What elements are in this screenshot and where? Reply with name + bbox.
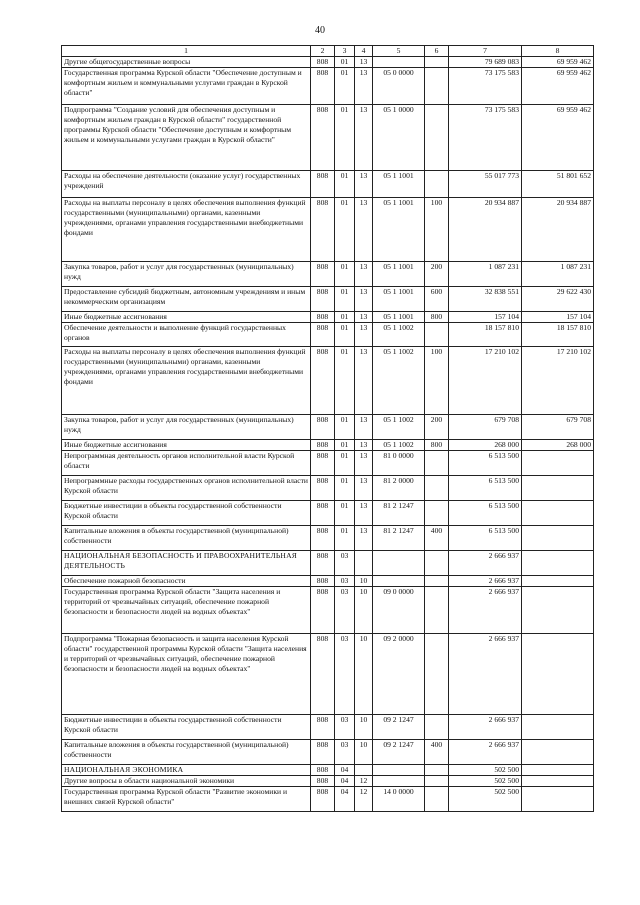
row-ved-cell: 808 bbox=[311, 57, 335, 68]
row-sum1-cell: 157 104 bbox=[449, 312, 522, 323]
row-ved-cell: 808 bbox=[311, 476, 335, 501]
table-row bbox=[62, 171, 594, 198]
row-rz-cell: 01 bbox=[335, 476, 355, 501]
row-name-cell: Капитальные вложения в объекты государственной (муниципальной) собственности bbox=[62, 526, 311, 551]
row-rz-cell: 01 bbox=[335, 501, 355, 526]
row-pr-cell: 13 bbox=[355, 347, 373, 415]
header-cell: 7 bbox=[449, 46, 522, 57]
table-row bbox=[62, 715, 594, 740]
table-row bbox=[62, 105, 594, 171]
row-vr-cell bbox=[425, 476, 449, 501]
table-row bbox=[62, 587, 594, 634]
row-vr-cell bbox=[425, 501, 449, 526]
row-sum2-cell: 51 801 652 bbox=[522, 171, 594, 198]
row-name-cell: Обеспечение пожарной безопасности bbox=[62, 576, 311, 587]
row-sum2-cell bbox=[522, 451, 594, 476]
row-vr-cell bbox=[425, 323, 449, 347]
row-name-cell: Непрограммные расходы государственных органов исполнительной власти Курской области bbox=[62, 476, 311, 501]
row-sum1-cell: 17 210 102 bbox=[449, 347, 522, 415]
row-sum1-cell: 6 513 500 bbox=[449, 501, 522, 526]
row-rz-cell: 01 bbox=[335, 198, 355, 262]
row-name-cell: Предоставление субсидий бюджетным, автономным учреждениям и иным некоммерческим организациям bbox=[62, 287, 311, 312]
row-sum1-cell: 268 000 bbox=[449, 440, 522, 451]
row-ved-cell: 808 bbox=[311, 634, 335, 715]
row-sum2-cell bbox=[522, 576, 594, 587]
row-vr-cell: 400 bbox=[425, 526, 449, 551]
row-csr-cell: 14 0 0000 bbox=[373, 787, 425, 812]
row-csr-cell: 81 2 1247 bbox=[373, 526, 425, 551]
row-vr-cell: 100 bbox=[425, 198, 449, 262]
table-row bbox=[62, 551, 594, 576]
row-rz-cell: 01 bbox=[335, 262, 355, 287]
row-name-cell: Закупка товаров, работ и услуг для государственных (муниципальных) нужд bbox=[62, 262, 311, 287]
row-ved-cell: 808 bbox=[311, 198, 335, 262]
row-sum1-cell: 2 666 937 bbox=[449, 576, 522, 587]
row-pr-cell: 13 bbox=[355, 415, 373, 440]
row-pr-cell: 10 bbox=[355, 587, 373, 634]
row-sum1-cell: 679 708 bbox=[449, 415, 522, 440]
row-name-cell: Другие общегосударственные вопросы bbox=[62, 57, 311, 68]
table-row bbox=[62, 576, 594, 587]
row-sum2-cell: 69 959 462 bbox=[522, 105, 594, 171]
row-pr-cell: 13 bbox=[355, 323, 373, 347]
row-vr-cell bbox=[425, 105, 449, 171]
row-csr-cell: 81 2 1247 bbox=[373, 501, 425, 526]
row-sum2-cell: 29 622 430 bbox=[522, 287, 594, 312]
row-sum1-cell: 502 500 bbox=[449, 776, 522, 787]
row-name-cell: Непрограммная деятельность органов исполнительной власти Курской области bbox=[62, 451, 311, 476]
row-sum1-cell: 18 157 810 bbox=[449, 323, 522, 347]
row-rz-cell: 03 bbox=[335, 551, 355, 576]
row-sum2-cell: 1 087 231 bbox=[522, 262, 594, 287]
row-sum1-cell: 6 513 500 bbox=[449, 526, 522, 551]
row-sum2-cell bbox=[522, 765, 594, 776]
row-name-cell: Государственная программа Курской области "Обеспечение доступным и комфортным жильем и коммунальными услугами граждан в Курской области" bbox=[62, 68, 311, 105]
row-vr-cell bbox=[425, 715, 449, 740]
row-rz-cell: 01 bbox=[335, 415, 355, 440]
row-sum1-cell: 2 666 937 bbox=[449, 634, 522, 715]
row-ved-cell: 808 bbox=[311, 787, 335, 812]
row-csr-cell: 09 2 1247 bbox=[373, 740, 425, 765]
row-rz-cell: 01 bbox=[335, 323, 355, 347]
row-sum2-cell: 679 708 bbox=[522, 415, 594, 440]
row-pr-cell: 12 bbox=[355, 776, 373, 787]
row-sum1-cell: 32 838 551 bbox=[449, 287, 522, 312]
row-sum1-cell: 502 500 bbox=[449, 765, 522, 776]
row-name-cell: Подпрограмма "Создание условий для обеспечения доступным и комфортным жильем граждан в Курской области" государственной программы Курской области "Обеспечение доступным и комфортным жильем и коммунальными услугами граждан в Курской области" bbox=[62, 105, 311, 171]
table-row bbox=[62, 262, 594, 287]
row-csr-cell: 05 1 1001 bbox=[373, 198, 425, 262]
row-sum2-cell bbox=[522, 634, 594, 715]
table-row bbox=[62, 765, 594, 776]
row-csr-cell: 05 1 1002 bbox=[373, 415, 425, 440]
row-sum2-cell: 20 934 887 bbox=[522, 198, 594, 262]
row-rz-cell: 01 bbox=[335, 105, 355, 171]
row-rz-cell: 03 bbox=[335, 587, 355, 634]
row-pr-cell bbox=[355, 551, 373, 576]
row-sum2-cell: 69 959 462 bbox=[522, 68, 594, 105]
table-row bbox=[62, 198, 594, 262]
row-rz-cell: 01 bbox=[335, 347, 355, 415]
row-pr-cell bbox=[355, 765, 373, 776]
table-row bbox=[62, 526, 594, 551]
row-csr-cell: 05 0 0000 bbox=[373, 68, 425, 105]
row-pr-cell: 13 bbox=[355, 451, 373, 476]
row-sum1-cell: 2 666 937 bbox=[449, 551, 522, 576]
row-ved-cell: 808 bbox=[311, 287, 335, 312]
row-vr-cell bbox=[425, 776, 449, 787]
row-rz-cell: 03 bbox=[335, 740, 355, 765]
row-sum2-cell bbox=[522, 740, 594, 765]
row-name-cell: Обеспечение деятельности и выполнение функций государственных органов bbox=[62, 323, 311, 347]
row-sum2-cell: 17 210 102 bbox=[522, 347, 594, 415]
row-sum2-cell bbox=[522, 776, 594, 787]
table-row bbox=[62, 501, 594, 526]
row-vr-cell bbox=[425, 765, 449, 776]
row-pr-cell: 13 bbox=[355, 171, 373, 198]
row-name-cell: Расходы на обеспечение деятельности (оказание услуг) государственных учреждений bbox=[62, 171, 311, 198]
header-cell: 5 bbox=[373, 46, 425, 57]
row-pr-cell: 10 bbox=[355, 740, 373, 765]
row-csr-cell: 81 2 0000 bbox=[373, 476, 425, 501]
table-row bbox=[62, 287, 594, 312]
row-name-cell: Подпрограмма "Пожарная безопасность и защита населения Курской области" государственной программы Курской области "Защита населения и территорий от чрезвычайных ситуаций, обеспечение пожарной безопасности и безопасности людей на водных объектах" bbox=[62, 634, 311, 715]
row-sum1-cell: 2 666 937 bbox=[449, 740, 522, 765]
table-header-row bbox=[62, 46, 594, 57]
row-vr-cell bbox=[425, 57, 449, 68]
row-csr-cell: 05 1 1002 bbox=[373, 323, 425, 347]
row-csr-cell bbox=[373, 57, 425, 68]
row-csr-cell: 05 1 1001 bbox=[373, 171, 425, 198]
row-vr-cell: 400 bbox=[425, 740, 449, 765]
row-pr-cell: 13 bbox=[355, 476, 373, 501]
row-vr-cell: 800 bbox=[425, 440, 449, 451]
table-row bbox=[62, 440, 594, 451]
row-vr-cell: 200 bbox=[425, 415, 449, 440]
row-csr-cell: 05 1 1001 bbox=[373, 312, 425, 323]
row-vr-cell: 100 bbox=[425, 347, 449, 415]
row-csr-cell bbox=[373, 765, 425, 776]
header-cell: 3 bbox=[335, 46, 355, 57]
table-row bbox=[62, 312, 594, 323]
row-sum2-cell bbox=[522, 476, 594, 501]
row-name-cell: Иные бюджетные ассигнования bbox=[62, 312, 311, 323]
row-name-cell: Бюджетные инвестиции в объекты государственной собственности Курской области bbox=[62, 715, 311, 740]
row-pr-cell: 12 bbox=[355, 787, 373, 812]
row-csr-cell: 05 1 1001 bbox=[373, 287, 425, 312]
row-name-cell: Расходы на выплаты персоналу в целях обеспечения выполнения функций государственными (муниципальными) органами, казенными учреждениями, органами управления государственными внебюджетными фондами bbox=[62, 198, 311, 262]
row-pr-cell: 13 bbox=[355, 68, 373, 105]
row-ved-cell: 808 bbox=[311, 323, 335, 347]
header-cell: 6 bbox=[425, 46, 449, 57]
row-ved-cell: 808 bbox=[311, 740, 335, 765]
row-rz-cell: 04 bbox=[335, 765, 355, 776]
row-ved-cell: 808 bbox=[311, 587, 335, 634]
row-pr-cell: 10 bbox=[355, 576, 373, 587]
row-pr-cell: 13 bbox=[355, 57, 373, 68]
table-row bbox=[62, 68, 594, 105]
row-rz-cell: 01 bbox=[335, 68, 355, 105]
row-pr-cell: 13 bbox=[355, 198, 373, 262]
row-name-cell: НАЦИОНАЛЬНАЯ ЭКОНОМИКА bbox=[62, 765, 311, 776]
row-csr-cell: 09 2 1247 bbox=[373, 715, 425, 740]
row-sum1-cell: 2 666 937 bbox=[449, 587, 522, 634]
row-sum1-cell: 55 017 773 bbox=[449, 171, 522, 198]
row-ved-cell: 808 bbox=[311, 312, 335, 323]
row-vr-cell bbox=[425, 551, 449, 576]
row-vr-cell bbox=[425, 576, 449, 587]
row-rz-cell: 03 bbox=[335, 634, 355, 715]
row-vr-cell bbox=[425, 634, 449, 715]
table-row bbox=[62, 740, 594, 765]
row-csr-cell: 05 1 0000 bbox=[373, 105, 425, 171]
row-rz-cell: 01 bbox=[335, 451, 355, 476]
row-ved-cell: 808 bbox=[311, 776, 335, 787]
row-ved-cell: 808 bbox=[311, 715, 335, 740]
row-name-cell: Бюджетные инвестиции в объекты государственной собственности Курской области bbox=[62, 501, 311, 526]
row-csr-cell bbox=[373, 551, 425, 576]
row-sum2-cell: 157 104 bbox=[522, 312, 594, 323]
row-pr-cell: 13 bbox=[355, 501, 373, 526]
table-row bbox=[62, 634, 594, 715]
row-ved-cell: 808 bbox=[311, 440, 335, 451]
row-sum2-cell: 18 157 810 bbox=[522, 323, 594, 347]
row-ved-cell: 808 bbox=[311, 526, 335, 551]
header-cell: 8 bbox=[522, 46, 594, 57]
row-csr-cell: 09 2 0000 bbox=[373, 634, 425, 715]
row-csr-cell: 05 1 1002 bbox=[373, 440, 425, 451]
table-row bbox=[62, 415, 594, 440]
row-csr-cell: 09 0 0000 bbox=[373, 587, 425, 634]
row-rz-cell: 01 bbox=[335, 171, 355, 198]
row-sum1-cell: 2 666 937 bbox=[449, 715, 522, 740]
row-ved-cell: 808 bbox=[311, 105, 335, 171]
row-pr-cell: 13 bbox=[355, 312, 373, 323]
row-rz-cell: 01 bbox=[335, 287, 355, 312]
row-rz-cell: 01 bbox=[335, 312, 355, 323]
row-sum2-cell: 69 959 462 bbox=[522, 57, 594, 68]
row-pr-cell: 13 bbox=[355, 526, 373, 551]
row-sum2-cell bbox=[522, 787, 594, 812]
row-vr-cell bbox=[425, 451, 449, 476]
budget-table bbox=[61, 45, 594, 812]
row-sum2-cell bbox=[522, 526, 594, 551]
table-row bbox=[62, 776, 594, 787]
row-csr-cell: 05 1 1001 bbox=[373, 262, 425, 287]
page-number: 40 bbox=[315, 25, 325, 36]
row-vr-cell: 200 bbox=[425, 262, 449, 287]
row-ved-cell: 808 bbox=[311, 451, 335, 476]
row-csr-cell bbox=[373, 576, 425, 587]
row-name-cell: Расходы на выплаты персоналу в целях обеспечения выполнения функций государственными (муниципальными) органами, казенными учреждениями, органами управления государственными внебюджетными фондами bbox=[62, 347, 311, 415]
row-name-cell: Государственная программа Курской области "Защита населения и территорий от чрезвычайных ситуаций, обеспечение пожарной безопасности и безопасности людей на водных объектах" bbox=[62, 587, 311, 634]
row-ved-cell: 808 bbox=[311, 262, 335, 287]
row-sum1-cell: 73 175 583 bbox=[449, 105, 522, 171]
row-ved-cell: 808 bbox=[311, 68, 335, 105]
row-vr-cell bbox=[425, 68, 449, 105]
header-cell: 2 bbox=[311, 46, 335, 57]
table-row bbox=[62, 347, 594, 415]
row-ved-cell: 808 bbox=[311, 347, 335, 415]
row-rz-cell: 03 bbox=[335, 576, 355, 587]
row-name-cell: Капитальные вложения в объекты государственной (муниципальной) собственности bbox=[62, 740, 311, 765]
row-name-cell: НАЦИОНАЛЬНАЯ БЕЗОПАСНОСТЬ И ПРАВООХРАНИТЕЛЬНАЯ ДЕЯТЕЛЬНОСТЬ bbox=[62, 551, 311, 576]
row-ved-cell: 808 bbox=[311, 551, 335, 576]
row-pr-cell: 13 bbox=[355, 287, 373, 312]
row-rz-cell: 04 bbox=[335, 787, 355, 812]
row-rz-cell: 01 bbox=[335, 526, 355, 551]
row-vr-cell bbox=[425, 587, 449, 634]
row-sum2-cell bbox=[522, 715, 594, 740]
row-pr-cell: 13 bbox=[355, 440, 373, 451]
row-pr-cell: 10 bbox=[355, 715, 373, 740]
row-name-cell: Закупка товаров, работ и услуг для государственных (муниципальных) нужд bbox=[62, 415, 311, 440]
row-sum2-cell bbox=[522, 551, 594, 576]
table-row bbox=[62, 787, 594, 812]
row-sum1-cell: 1 087 231 bbox=[449, 262, 522, 287]
table-row bbox=[62, 476, 594, 501]
table-row bbox=[62, 451, 594, 476]
row-csr-cell: 81 0 0000 bbox=[373, 451, 425, 476]
row-pr-cell: 13 bbox=[355, 105, 373, 171]
row-ved-cell: 808 bbox=[311, 501, 335, 526]
row-sum1-cell: 20 934 887 bbox=[449, 198, 522, 262]
row-name-cell: Государственная программа Курской области "Развитие экономики и внешних связей Курской области" bbox=[62, 787, 311, 812]
row-name-cell: Другие вопросы в области национальной экономики bbox=[62, 776, 311, 787]
row-rz-cell: 04 bbox=[335, 776, 355, 787]
row-rz-cell: 01 bbox=[335, 440, 355, 451]
row-vr-cell: 600 bbox=[425, 287, 449, 312]
row-sum1-cell: 6 513 500 bbox=[449, 451, 522, 476]
row-rz-cell: 03 bbox=[335, 715, 355, 740]
row-name-cell: Иные бюджетные ассигнования bbox=[62, 440, 311, 451]
row-sum2-cell: 268 000 bbox=[522, 440, 594, 451]
table-row bbox=[62, 323, 594, 347]
row-sum1-cell: 502 500 bbox=[449, 787, 522, 812]
table-row bbox=[62, 57, 594, 68]
row-csr-cell bbox=[373, 776, 425, 787]
header-cell: 4 bbox=[355, 46, 373, 57]
row-sum2-cell bbox=[522, 587, 594, 634]
header-cell: 1 bbox=[62, 46, 311, 57]
row-ved-cell: 808 bbox=[311, 171, 335, 198]
row-pr-cell: 13 bbox=[355, 262, 373, 287]
row-ved-cell: 808 bbox=[311, 415, 335, 440]
row-sum1-cell: 79 689 083 bbox=[449, 57, 522, 68]
row-ved-cell: 808 bbox=[311, 576, 335, 587]
row-pr-cell: 10 bbox=[355, 634, 373, 715]
row-rz-cell: 01 bbox=[335, 57, 355, 68]
row-csr-cell: 05 1 1002 bbox=[373, 347, 425, 415]
row-vr-cell: 800 bbox=[425, 312, 449, 323]
row-vr-cell bbox=[425, 787, 449, 812]
row-ved-cell: 808 bbox=[311, 765, 335, 776]
row-sum1-cell: 73 175 583 bbox=[449, 68, 522, 105]
row-sum2-cell bbox=[522, 501, 594, 526]
row-sum1-cell: 6 513 500 bbox=[449, 476, 522, 501]
row-vr-cell bbox=[425, 171, 449, 198]
